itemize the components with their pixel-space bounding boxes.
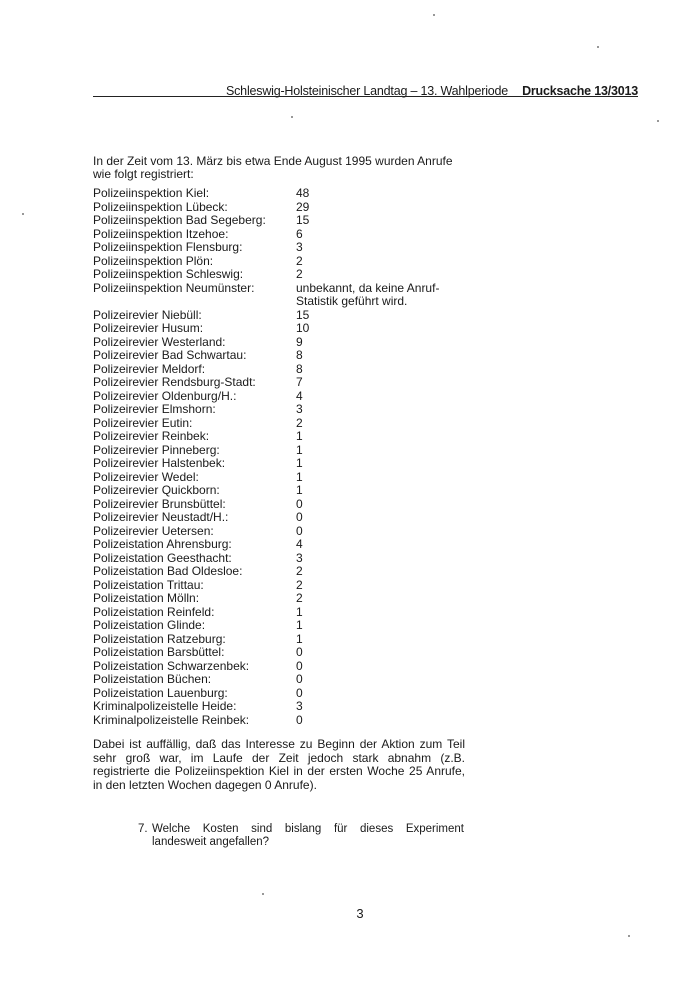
- table-row: [93, 633, 473, 647]
- call-count: 2: [296, 253, 303, 268]
- station-name: Polizeistation Glinde:: [93, 618, 206, 632]
- station-name: Polizeistation Trittau:: [93, 577, 204, 592]
- station-name: Polizeistation Lauenburg:: [93, 685, 228, 700]
- call-count: 15: [296, 307, 310, 322]
- table-row: [93, 579, 473, 593]
- station-name: Polizeirevier Meldorf:: [93, 361, 206, 376]
- station-name: Kriminalpolizeistelle Reinbek:: [93, 712, 250, 727]
- table-row: [93, 498, 473, 512]
- call-statistics-table: [93, 187, 473, 727]
- table-row: [93, 309, 473, 323]
- document-number: Drucksache 13/3013: [522, 84, 638, 98]
- table-row: [93, 687, 473, 701]
- scan-speck: [628, 935, 630, 937]
- call-count: 2: [296, 591, 303, 605]
- table-row: [93, 322, 473, 336]
- station-name: Polizeirevier Quickborn:: [93, 483, 220, 497]
- table-row: [93, 403, 473, 417]
- call-count: 15: [296, 213, 310, 227]
- call-count: 1: [296, 469, 303, 484]
- table-row: [93, 484, 473, 498]
- question-text: Welche Kosten sind bislang für dieses Experiment landesweit angefallen?: [152, 823, 464, 848]
- station-name: Polizeistation Geesthacht:: [93, 550, 232, 565]
- call-count: 1: [296, 429, 303, 443]
- station-name: Polizeirevier Uetersen:: [93, 523, 214, 538]
- station-name: Polizeiinspektion Schleswig:: [93, 267, 244, 281]
- station-name: Polizeiinspektion Plön:: [93, 253, 214, 268]
- call-count: 4: [296, 537, 303, 551]
- table-row: [93, 525, 473, 539]
- station-name: Polizeirevier Pinneberg:: [93, 442, 220, 457]
- scan-speck: [597, 46, 599, 48]
- table-row: [93, 417, 473, 431]
- call-count: 3: [296, 699, 303, 713]
- table-row: [93, 471, 473, 485]
- header-title: Schleswig-Holsteinischer Landtag – 13. Wahlperiode: [226, 84, 509, 98]
- station-name: Polizeirevier Elmshorn:: [93, 402, 216, 416]
- call-count: 2: [296, 577, 303, 592]
- station-name: Polizeistation Büchen:: [93, 672, 212, 686]
- station-name: Polizeirevier Reinbek:: [93, 429, 210, 443]
- table-row: [93, 255, 473, 269]
- scan-speck: [433, 14, 435, 16]
- table-row: [93, 606, 473, 620]
- call-count: 1: [296, 618, 303, 632]
- table-row: [93, 363, 473, 377]
- station-name: Polizeiinspektion Flensburg:: [93, 240, 243, 254]
- header-divider: [93, 96, 638, 97]
- call-count: 3: [296, 240, 303, 254]
- station-name: Polizeiinspektion Lübeck:: [93, 199, 228, 214]
- scan-speck: [22, 213, 24, 215]
- table-row: [93, 646, 473, 660]
- call-count: 1: [296, 456, 303, 470]
- station-name: Polizeirevier Bad Schwartau:: [93, 348, 247, 362]
- table-row: [93, 538, 473, 552]
- station-name: Polizeistation Bad Oldesloe:: [93, 564, 243, 578]
- call-count: 0: [296, 523, 303, 538]
- station-name: Polizeiinspektion Neumünster:: [93, 280, 255, 295]
- station-name: Polizeirevier Westerland:: [93, 334, 226, 349]
- call-count: 8: [296, 348, 303, 362]
- table-row: [93, 241, 473, 255]
- intro-paragraph: In der Zeit vom 13. März bis etwa Ende August 1995 wurden Anrufe wie folgt registriert:: [93, 154, 453, 181]
- call-count: 0: [296, 712, 303, 727]
- station-name: Polizeirevier Neustadt/H.:: [93, 510, 229, 524]
- scan-speck: [657, 120, 659, 122]
- station-name: Polizeistation Barsbüttel:: [93, 645, 225, 659]
- station-name: Polizeistation Mölln:: [93, 591, 200, 605]
- call-count: 1: [296, 442, 303, 457]
- table-row: [93, 214, 473, 228]
- call-count: 2: [296, 564, 303, 578]
- call-count: 8: [296, 361, 303, 376]
- station-name: Polizeirevier Eutin:: [93, 415, 193, 430]
- table-row: [93, 268, 473, 282]
- note-paragraph: Dabei ist auffällig, daß das Interesse zu Beginn der Aktion zum Teil sehr groß war, im Laufe der Zeit jedoch stark abnahm (z.B. registrierte die Polizeiinspektion Kiel in der ersten Woche 25 Anrufe, in den letzten Wochen dagegen 0 Anrufe).: [93, 737, 465, 792]
- station-name: Polizeistation Reinfeld:: [93, 604, 215, 619]
- station-name: Kriminalpolizeistelle Heide:: [93, 699, 237, 713]
- call-count: 0: [296, 645, 303, 659]
- scan-speck: [262, 893, 264, 895]
- station-name: Polizeirevier Halstenbek:: [93, 456, 226, 470]
- table-row: [93, 228, 473, 242]
- call-count: 0: [296, 672, 303, 686]
- call-count: 7: [296, 375, 303, 389]
- station-name: Polizeistation Schwarzenbek:: [93, 658, 250, 673]
- station-name: Polizeirevier Husum:: [93, 321, 204, 335]
- question-7: [138, 823, 464, 849]
- station-name: Polizeistation Ahrensburg:: [93, 537, 232, 551]
- station-name: Polizeirevier Wedel:: [93, 469, 199, 484]
- question-number: 7.: [138, 823, 148, 835]
- station-name: Polizeistation Ratzeburg:: [93, 631, 226, 646]
- call-count: 0: [296, 510, 303, 524]
- scan-speck: [291, 116, 293, 118]
- table-row: [93, 700, 473, 714]
- call-count: 0: [296, 685, 303, 700]
- station-name: Polizeiinspektion Bad Segeberg:: [93, 213, 266, 227]
- table-row: [93, 187, 473, 201]
- table-row: [93, 619, 473, 633]
- call-count: 1: [296, 631, 303, 646]
- station-name: Polizeirevier Brunsbüttel:: [93, 496, 226, 511]
- table-row: [93, 336, 473, 350]
- table-row: [93, 552, 473, 566]
- table-row: [93, 660, 473, 674]
- table-row: [93, 430, 473, 444]
- call-count: 9: [296, 334, 303, 349]
- table-row: [93, 511, 473, 525]
- table-row: [93, 390, 473, 404]
- call-count: 2: [296, 415, 303, 430]
- table-row: [93, 349, 473, 363]
- call-count: 3: [296, 402, 303, 416]
- call-count: 0: [296, 496, 303, 511]
- call-count: 48: [296, 186, 310, 200]
- call-count: unbekannt, da keine Anruf-Statistik geführt wird.: [296, 280, 440, 308]
- station-name: Polizeiinspektion Kiel:: [93, 186, 210, 200]
- page-number: 3: [356, 906, 364, 921]
- call-count: 4: [296, 388, 303, 403]
- table-row: [93, 282, 473, 309]
- table-row: [93, 457, 473, 471]
- call-count: 29: [296, 199, 310, 214]
- call-count: 3: [296, 550, 303, 565]
- station-name: Polizeirevier Niebüll:: [93, 307, 202, 322]
- call-count: 1: [296, 483, 303, 497]
- call-count: 2: [296, 267, 303, 281]
- call-count: 6: [296, 226, 303, 241]
- station-name: Polizeiinspektion Itzehoe:: [93, 226, 229, 241]
- table-row: [93, 565, 473, 579]
- table-row: [93, 592, 473, 606]
- call-count: 0: [296, 658, 303, 673]
- call-count: 1: [296, 604, 303, 619]
- call-count: 10: [296, 321, 310, 335]
- table-row: [93, 444, 473, 458]
- table-row: [93, 673, 473, 687]
- station-name: Polizeirevier Rendsburg-Stadt:: [93, 375, 256, 389]
- table-row: [93, 376, 473, 390]
- table-row: [93, 201, 473, 215]
- station-name: Polizeirevier Oldenburg/H.:: [93, 388, 237, 403]
- table-row: [93, 714, 473, 728]
